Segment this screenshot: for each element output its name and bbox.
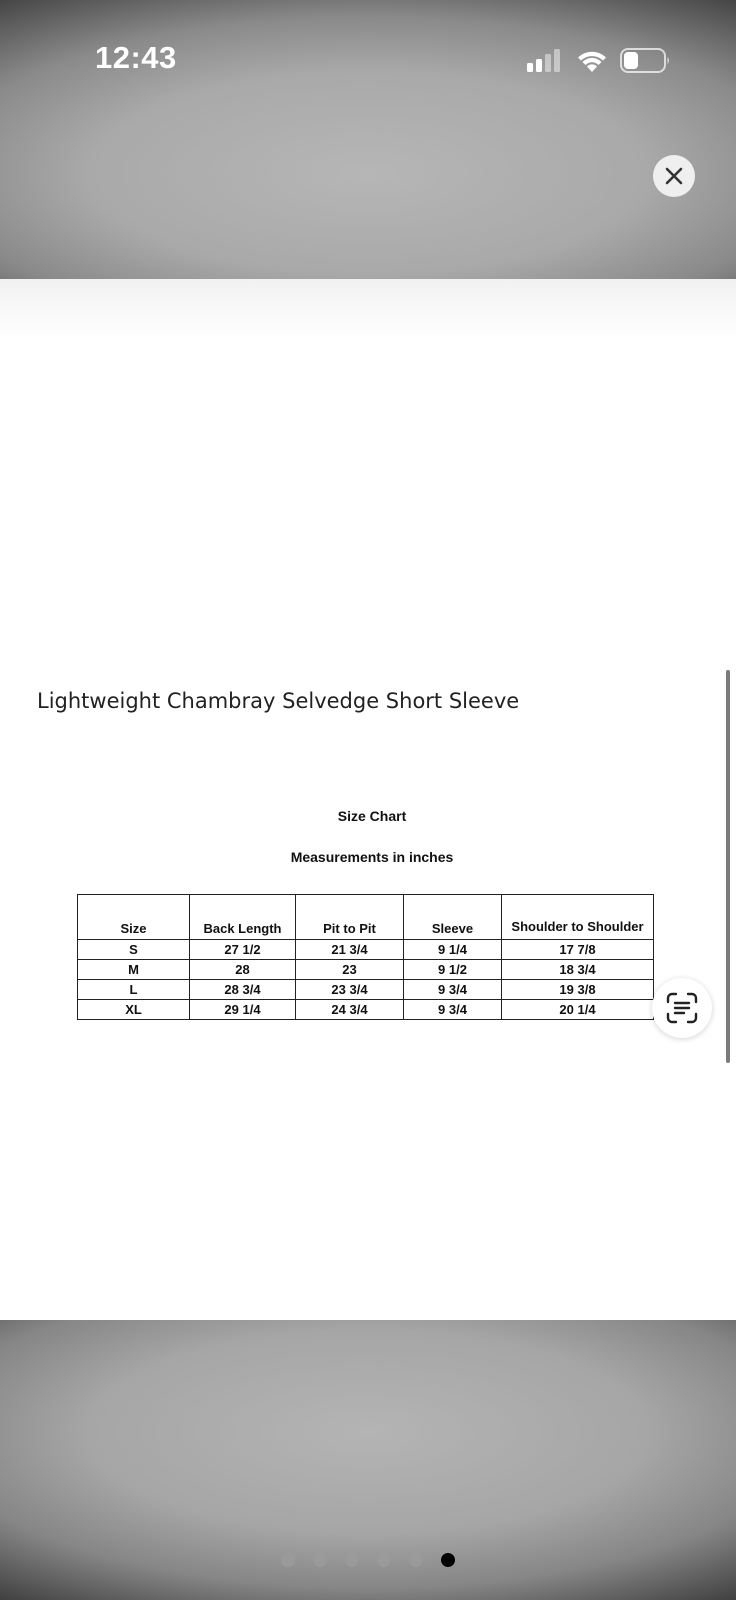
table-cell: 27 1/2 (190, 940, 296, 960)
table-cell: XL (78, 1000, 190, 1020)
status-time: 12:43 (95, 40, 177, 75)
table-cell: 9 3/4 (404, 980, 502, 1000)
table-cell: 21 3/4 (296, 940, 404, 960)
page-indicator[interactable] (0, 1553, 736, 1567)
size-chart-table (77, 894, 654, 1020)
table-cell: 9 3/4 (404, 1000, 502, 1020)
table-cell: 19 3/8 (502, 980, 654, 1000)
page-dot-active[interactable] (441, 1553, 455, 1567)
table-row (78, 1000, 654, 1020)
table-header-cell: Size (78, 895, 190, 940)
table-header-cell: Back Length (190, 895, 296, 940)
page-dot[interactable] (409, 1553, 423, 1567)
table-cell: 28 3/4 (190, 980, 296, 1000)
table-header-cell: Sleeve (404, 895, 502, 940)
visual-lookup-button[interactable] (652, 978, 712, 1038)
close-icon (664, 166, 684, 186)
table-cell: 23 (296, 960, 404, 980)
wifi-icon (576, 48, 608, 74)
table-cell: 29 1/4 (190, 1000, 296, 1020)
table-cell: 17 7/8 (502, 940, 654, 960)
scrollbar[interactable] (726, 670, 730, 1063)
page-dot[interactable] (377, 1553, 391, 1567)
table-cell: 9 1/4 (404, 940, 502, 960)
table-row (78, 940, 654, 960)
cellular-signal-icon (527, 49, 564, 73)
table-header-cell: Shoulder to Shoulder (502, 895, 654, 940)
page-dot[interactable] (345, 1553, 359, 1567)
table-header-row (78, 895, 654, 940)
size-chart-title: Size Chart (337, 808, 407, 824)
table-cell: 18 3/4 (502, 960, 654, 980)
table-cell: 20 1/4 (502, 1000, 654, 1020)
table-row (78, 960, 654, 980)
table-cell: L (78, 980, 190, 1000)
table-cell: 24 3/4 (296, 1000, 404, 1020)
visual-lookup-icon (665, 991, 699, 1025)
page-dot[interactable] (313, 1553, 327, 1567)
table-cell: 9 1/2 (404, 960, 502, 980)
table-row (78, 980, 654, 1000)
table-cell: S (78, 940, 190, 960)
battery-icon (620, 48, 672, 74)
panel-top-fade (0, 279, 736, 339)
table-cell: 28 (190, 960, 296, 980)
table-header-cell: Pit to Pit (296, 895, 404, 940)
size-chart-subtitle: Measurements in inches (290, 849, 454, 865)
product-title: Lightweight Chambray Selvedge Short Sleeve (37, 689, 520, 713)
page-dot[interactable] (281, 1553, 295, 1567)
close-button[interactable] (653, 155, 695, 197)
table-cell: M (78, 960, 190, 980)
table-cell: 23 3/4 (296, 980, 404, 1000)
